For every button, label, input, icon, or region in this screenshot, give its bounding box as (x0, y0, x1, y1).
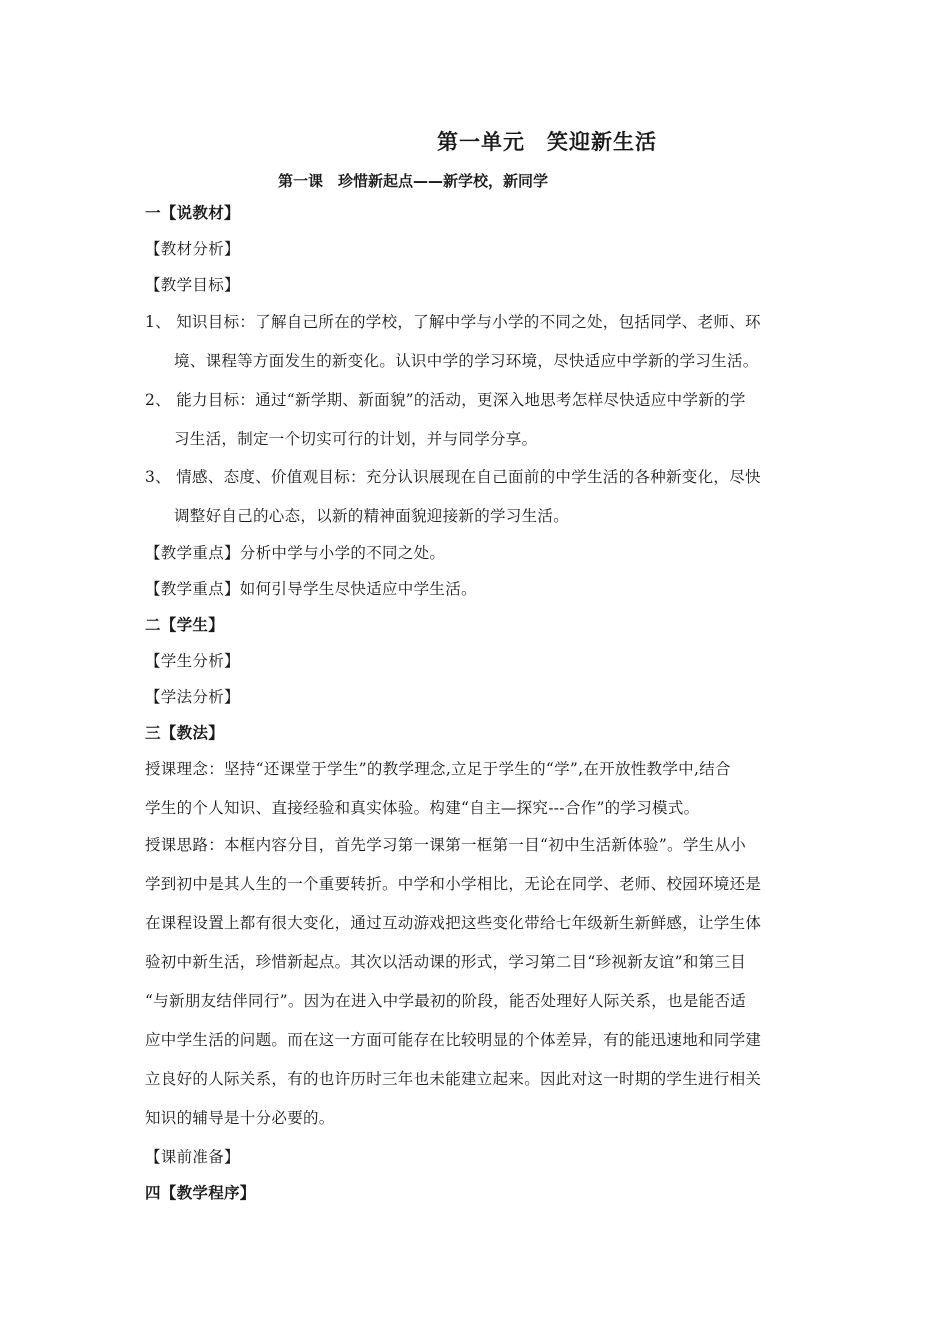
goal-1-line-1: 1、 知识目标：了解自己所在的学校，了解中学与小学的不同之处，包括同学、老师、环 (145, 313, 761, 331)
idea-line-3: 在课程设置上都有很大变化，通过互动游戏把这些变化带给七年级新生新鲜感，让学生体 (145, 914, 762, 932)
goal-1-line-2: 境、课程等方面发生的新变化。认识中学的学习环境，尽快适应中学新的学习生活。 (174, 352, 759, 370)
key-point-1: 【教学重点】分析中学与小学的不同之处。 (145, 544, 446, 562)
goal-3-line-1: 3、 情感、态度、价值观目标：充分认识展现在自己面前的中学生活的各种新变化，尽快 (145, 468, 761, 486)
unit-title: 第一单元 笑迎新生活 (437, 130, 657, 154)
class-preparation-heading: 【课前准备】 (145, 1148, 240, 1166)
section-heading-teaching-method: 三【教法】 (145, 724, 225, 742)
section-heading-teaching-procedure: 四【教学程序】 (145, 1184, 256, 1202)
goal-3-line-2: 调整好自己的心态，以新的精神面貌迎接新的学习生活。 (174, 507, 570, 525)
idea-line-4: 验初中新生活，珍惜新起点。其次以活动课的形式，学习第二目“珍视新友谊”和第三目 (145, 953, 747, 971)
learning-method-heading: 【学法分析】 (145, 688, 240, 706)
idea-line-8: 知识的辅导是十分必要的。 (145, 1109, 335, 1127)
idea-line-7: 立良好的人际关系，有的也许历时三年也未能建立起来。因此对这一时期的学生进行相关 (145, 1070, 762, 1088)
idea-line-1: 授课思路：本框内容分目，首先学习第一课第一框第一目“初中生活新体验”。学生从小 (145, 836, 747, 854)
idea-line-2: 学到初中是其人生的一个重要转折。中学和小学相比，无论在同学、老师、校园环境还是 (145, 875, 762, 893)
lesson-subtitle: 第一课 珍惜新起点——新学校，新同学 (278, 172, 549, 190)
teaching-goals-heading: 【教学目标】 (145, 276, 240, 294)
section-heading-students: 二【学生】 (145, 616, 225, 634)
key-point-2: 【教学重点】如何引导学生尽快适应中学生活。 (145, 580, 477, 598)
section-heading-teaching-material: 一【说教材】 (145, 204, 240, 222)
goal-2-line-2: 习生活，制定一个切实可行的计划，并与同学分享。 (174, 430, 538, 448)
goal-2-line-1: 2、 能力目标：通过“新学期、新面貌”的活动，更深入地思考怎样尽快适应中学新的学 (145, 391, 746, 409)
material-analysis-heading: 【教材分析】 (145, 240, 240, 258)
idea-line-6: 应中学生活的问题。而在这一方面可能存在比较明显的个体差异，有的能迅速地和同学建 (145, 1031, 762, 1049)
idea-line-5: “与新朋友结伴同行”。因为在进入中学最初的阶段，能否处理好人际关系，也是能否适 (145, 992, 747, 1010)
concept-line-1: 授课理念：坚持“还课堂于学生”的教学理念,立足于学生的“学”,在开放性教学中,结合 (145, 760, 731, 778)
concept-line-2: 学生的个人知识、直接经验和真实体验。构建“自主—探究---合作”的学习模式。 (145, 799, 700, 817)
student-analysis-heading: 【学生分析】 (145, 652, 240, 670)
